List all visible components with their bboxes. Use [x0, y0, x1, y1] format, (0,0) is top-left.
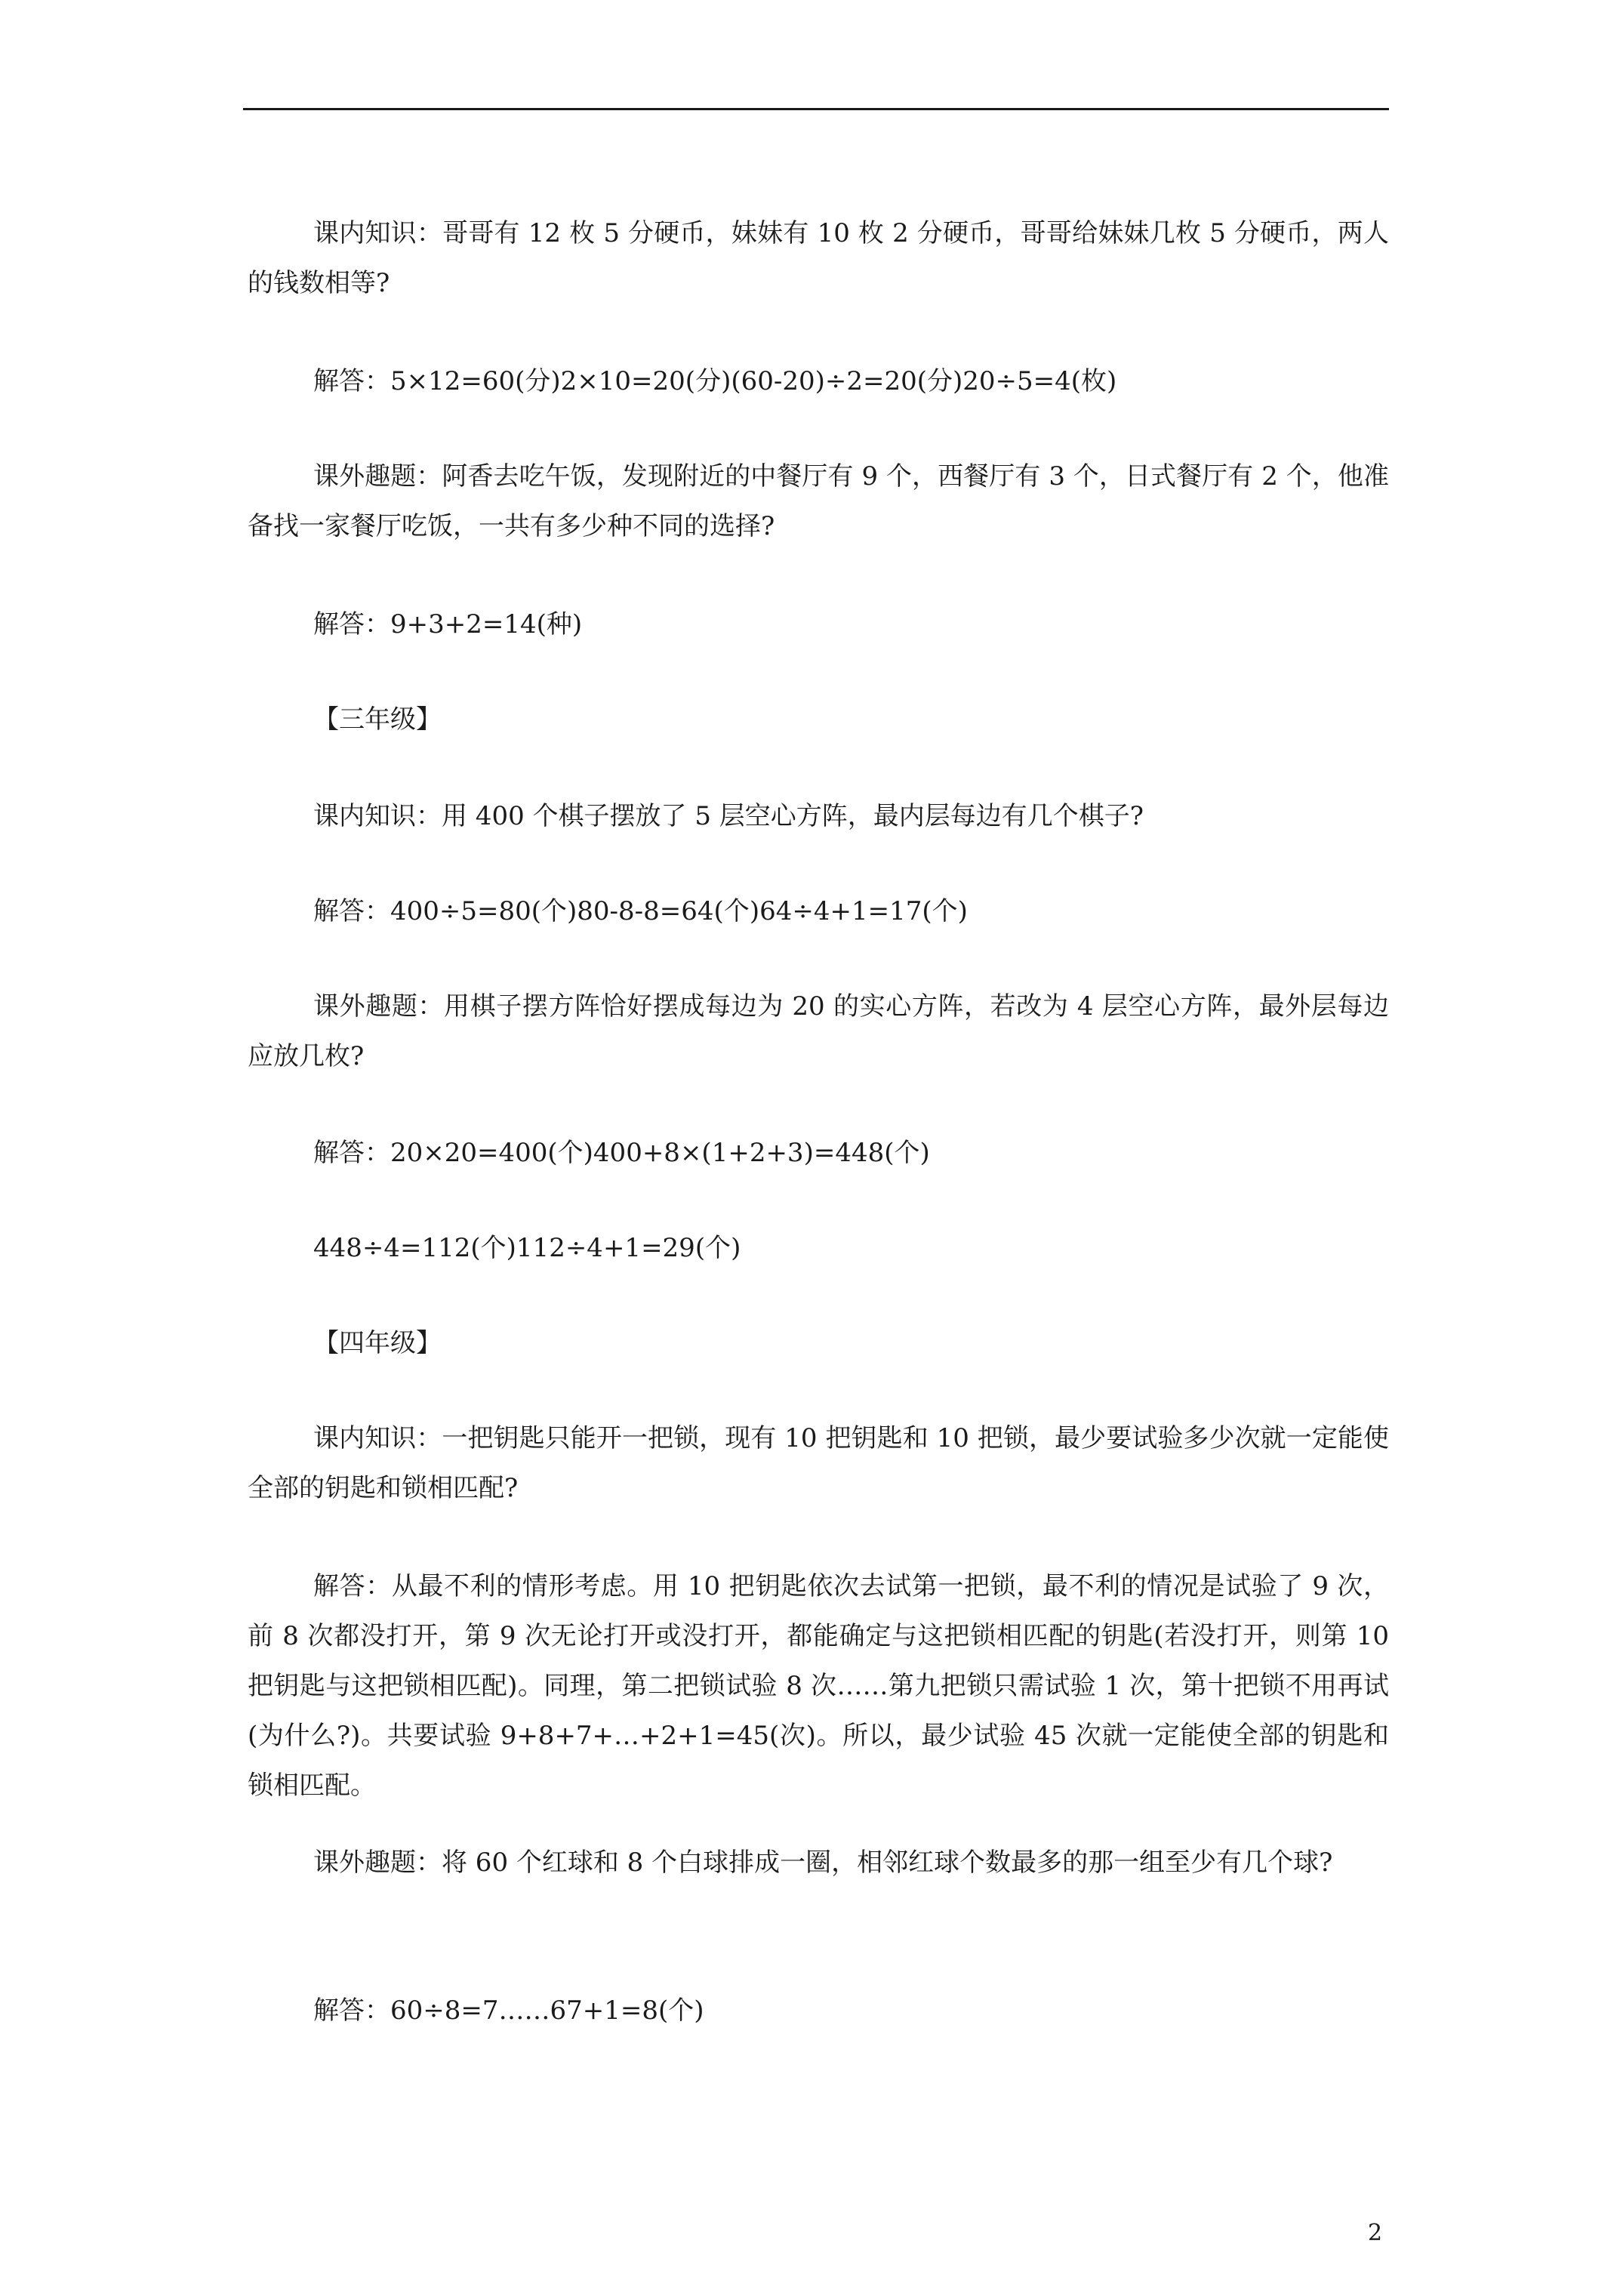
paragraph-grade4-class-question: 课内知识：一把钥匙只能开一把锁，现有 10 把钥匙和 10 把锁，最少要试验多少次就一定能使全部的钥匙和锁相匹配? [248, 1423, 1389, 1503]
paragraph-grade2-extra-answer: 解答：9+3+2=14(种) [313, 609, 583, 639]
paragraph-grade4-extra-answer: 解答：60÷8=7……67+1=8(个) [313, 1996, 704, 2026]
paragraph-grade2-class-answer: 解答：5×12=60(分)2×10=20(分)(60-20)÷2=20(分)20÷5=4(枚) [313, 366, 1117, 396]
heading-grade4: 【四年级】 [313, 1328, 442, 1358]
paragraph-grade2-extra-question: 课外趣题：阿香去吃午饭，发现附近的中餐厅有 9 个，西餐厅有 3 个，日式餐厅有 2 个，他准备找一家餐厅吃饭，一共有多少种不同的选择? [248, 461, 1389, 541]
paragraph-grade3-class-answer: 解答：400÷5=80(个)80-8-8=64(个)64÷4+1=17(个) [313, 896, 968, 926]
paragraph-grade3-extra-question: 课外趣题：用棋子摆方阵恰好摆成每边为 20 的实心方阵，若改为 4 层空心方阵，最外层每边应放几枚? [248, 991, 1389, 1071]
paragraph-grade3-extra-answer-line1: 解答：20×20=400(个)400+8×(1+2+3)=448(个) [313, 1138, 930, 1168]
heading-grade3: 【三年级】 [313, 704, 442, 735]
paragraph-grade4-class-answer: 解答：从最不利的情形考虑。用 10 把钥匙依次去试第一把锁，最不利的情况是试验了 9 次，前 8 次都没打开，第 9 次无论打开或没打开，都能确定与这把锁相匹配的钥匙(若没打开，则第 10 把钥匙与这把锁相匹配)。同理，第二把锁试验 8 次……第九把锁只需试验 1 次，第十把锁不用再试(为什么?)。共要试验 9+8+7+…+2+1=45(次)。所以，最少试验 45 次就一定能使全部的钥匙和锁相匹配。 [248, 1571, 1389, 1801]
paragraph-grade3-extra-answer-line2: 448÷4=112(个)112÷4+1=29(个) [313, 1233, 741, 1263]
paragraph-grade3-class-question: 课内知识：用 400 个棋子摆放了 5 层空心方阵，最内层每边有几个棋子? [313, 801, 1144, 831]
paragraph-grade4-extra-question: 课外趣题：将 60 个红球和 8 个白球排成一圈，相邻红球个数最多的那一组至少有几个球? [313, 1848, 1333, 1878]
page-number: 2 [1368, 2220, 1383, 2246]
paragraph-grade2-class-question: 课内知识：哥哥有 12 枚 5 分硬币，妹妹有 10 枚 2 分硬币，哥哥给妹妹几枚 5 分硬币，两人的钱数相等? [248, 218, 1389, 298]
header-rule [243, 108, 1389, 110]
